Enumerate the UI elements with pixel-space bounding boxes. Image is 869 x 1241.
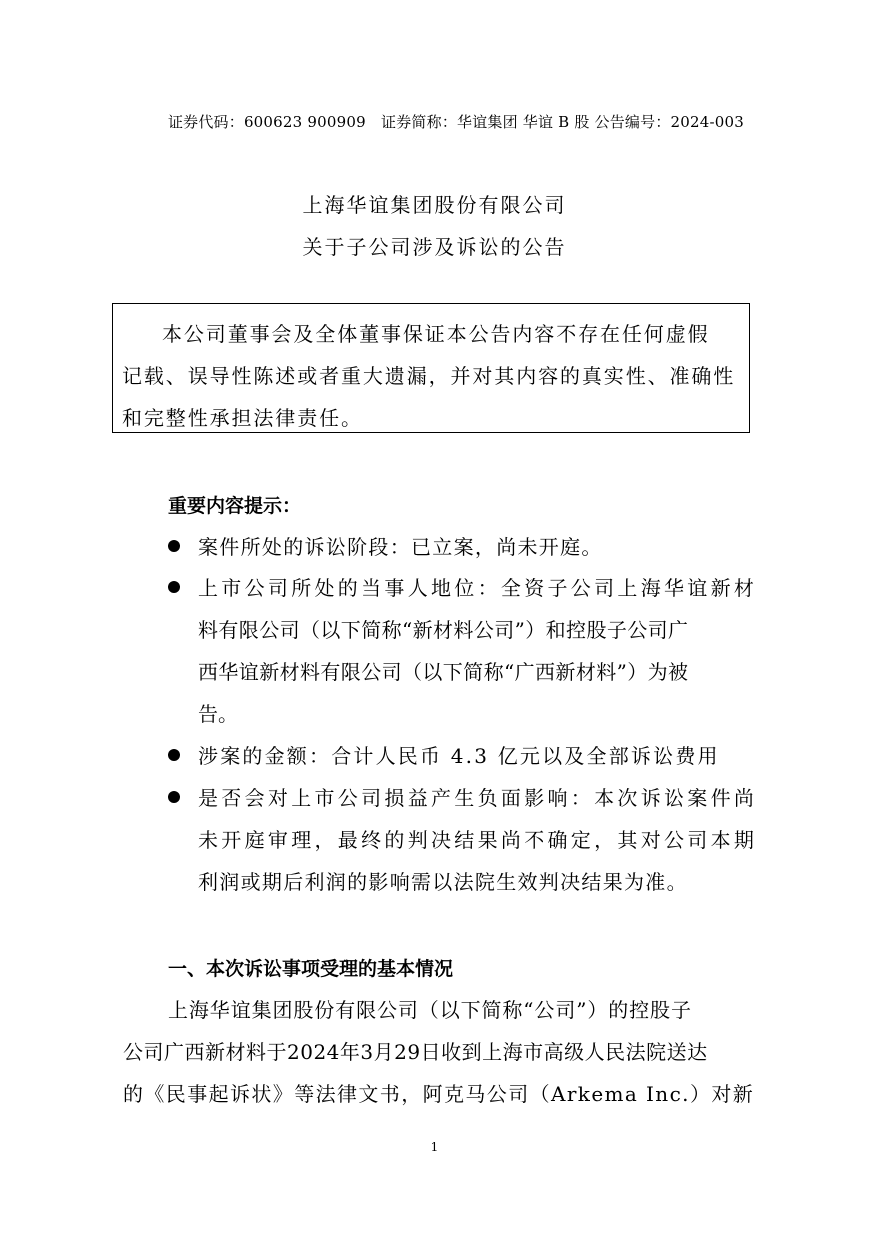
key-point-1-line-1: 案件所处的诉讼阶段：已立案，尚未开庭。 <box>198 535 603 559</box>
bullet-dot <box>168 540 180 552</box>
announcement-title: 关于子公司涉及诉讼的公告 <box>302 235 567 259</box>
section-1-line-3: 的《民事起诉状》等法律文书，阿克马公司（Arkema Inc.）对新 <box>123 1082 755 1106</box>
bullet-dot <box>168 791 180 803</box>
key-point-3-line-1: 涉案的金额：合计人民币 4.3 亿元以及全部诉讼费用 <box>198 744 720 768</box>
key-point-4-line-2: 未开庭审理，最终的判决结果尚不确定，其对公司本期 <box>198 828 758 852</box>
key-point-4-line-1: 是否会对上市公司损益产生负面影响：本次诉讼案件尚 <box>198 786 758 810</box>
notice-line-3: 和完整性承担法律责任。 <box>122 406 363 430</box>
section-1-heading: 一、本次诉讼事项受理的基本情况 <box>168 958 454 980</box>
key-point-4-line-3: 利润或期后利润的影响需以法院生效判决结果为准。 <box>198 870 688 894</box>
section-1-line-2: 公司广西新材料于2024年3月29日收到上海市高级人民法院送达 <box>123 1040 708 1064</box>
company-title: 上海华谊集团股份有限公司 <box>302 193 567 217</box>
section-1-line-1: 上海华谊集团股份有限公司（以下简称“公司”）的控股子 <box>168 998 692 1022</box>
notice-line-2: 记载、误导性陈述或者重大遗漏，并对其内容的真实性、准确性 <box>122 364 736 388</box>
bullet-dot <box>168 581 180 593</box>
bullet-dot <box>168 749 180 761</box>
board-guarantee-notice <box>112 303 750 433</box>
page-number: 1 <box>430 1140 439 1154</box>
key-point-2-line-3: 西华谊新材料有限公司（以下简称“广西新材料”）为被 <box>198 660 689 684</box>
key-point-2-line-2: 料有限公司（以下简称“新材料公司”）和控股子公司广 <box>198 618 689 642</box>
notice-line-1: 本公司董事会及全体董事保证本公告内容不存在任何虚假 <box>162 322 710 346</box>
key-point-2-line-4: 告。 <box>198 702 238 726</box>
key-points-heading: 重要内容提示： <box>168 495 302 517</box>
announcement-header: 证券代码：600623 900909 证券简称：华谊集团 华谊 B 股 公告编号：2024-003 <box>167 113 744 131</box>
key-point-2-line-1: 上市公司所处的当事人地位：全资子公司上海华谊新材 <box>198 576 758 600</box>
